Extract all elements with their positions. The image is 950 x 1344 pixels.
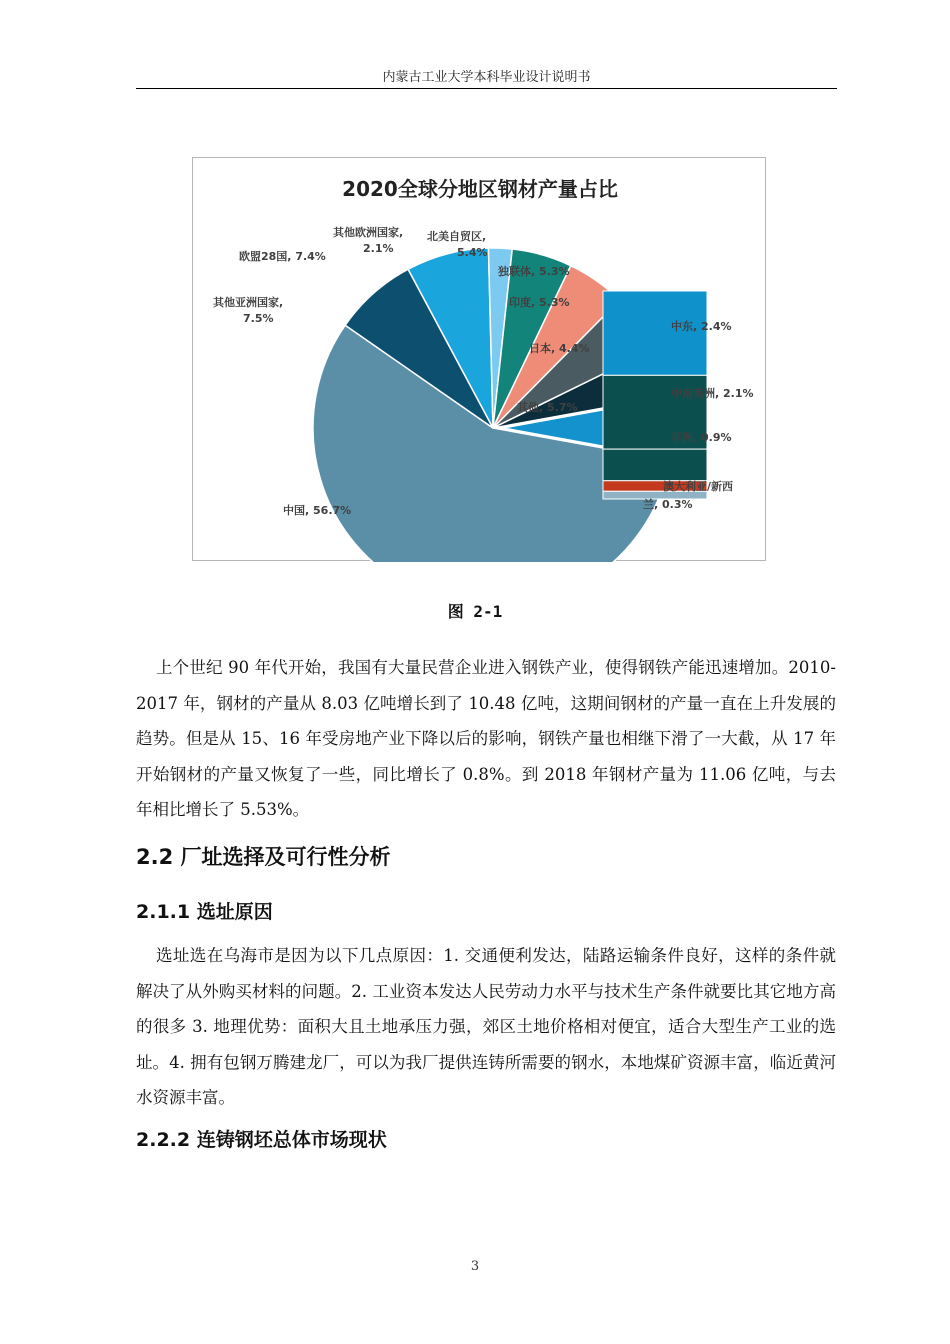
pie-chart [193,158,767,562]
slice-label-7: 印度, 5.3% [509,296,570,309]
slice-label-4-line-2: 2.1% [363,242,394,255]
page-number: 3 [470,1259,480,1274]
slice-label-1: 中国, 56.7% [283,504,352,517]
breakdown-label-2: 中南美洲, 2.1% [671,387,754,400]
body-paragraph-1: 上个世纪 90 年代开始，我国有大量民营企业进入钢铁产业，使得钢铁产能迅速增加。2010-2017 年，钢材的产量从 8.03 亿吨增长到了 10.48 亿吨，这期间钢材的产量一直在上升发展的趋势。但是从 15、16 年受房地产业下降以后的影响，钢铁产量也相继下滑了一大截，从 17 年开始钢材的产量又恢复了一些，同比增长了 0.8%。到 2018 年钢材产量为 11.06 亿吨，与去年相比增长了 5.53%。 [136,658,836,819]
breakdown-label-4-line-1: 澳大利亚/新西 [663,480,734,493]
slice-label-5-line-1: 北美自贸区, [427,230,487,243]
running-header: 内蒙古工业大学本科毕业设计说明书 [382,70,591,85]
slice-label-6: 独联体, 5.3% [498,265,570,278]
section-heading-2-2: 2.2 厂址选择及可行性分析 [136,845,391,869]
section-heading-2-1-1: 2.1.1 选址原因 [136,901,273,923]
section-heading-2-2-2: 2.2.2 连铸钢坯总体市场现状 [136,1129,387,1151]
pie-chart-figure [192,157,766,561]
body-paragraph-2: 选址选在乌海市是因为以下几点原因：1. 交通便利发达，陆路运输条件良好，这样的条件就解决了从外购买材料的问题。2. 工业资本发达人民劳动力水平与技术生产条件就要比其它地方高的很多 3. 地理优势：面积大且土地承压力强，郊区土地价格相对便宜，适合大型生产工业的选址。4. 拥有包钢万腾建龙厂，可以为我厂提供连铸所需要的钢水，本地煤矿资源丰富，临近黄河水资源丰富。 [136,946,836,1107]
slice-label-2-line-1: 其他亚洲国家, [213,296,284,309]
slice-label-3: 欧盟28国, 7.4% [239,250,326,263]
breakdown-label-4-line-2: 兰, 0.3% [643,498,693,511]
header-rule [136,88,837,89]
slice-label-9: 其他, 5.7% [517,401,578,414]
slice-label-2-line-2: 7.5% [243,312,274,325]
figure-caption: 图 2-1 [447,602,503,621]
breakdown-label-3: 非洲, 0.9% [671,431,732,444]
breakdown-label-1: 中东, 2.4% [671,320,732,333]
breakdown-segment-1 [603,291,707,375]
breakdown-segment-3 [603,449,707,481]
slice-label-5-line-2: 5.4% [457,246,488,259]
slice-label-8: 日本, 4.4% [529,342,590,355]
slice-label-4-line-1: 其他欧洲国家, [333,226,404,239]
chart-title: 2020全球分地区钢材产量占比 [342,177,618,201]
